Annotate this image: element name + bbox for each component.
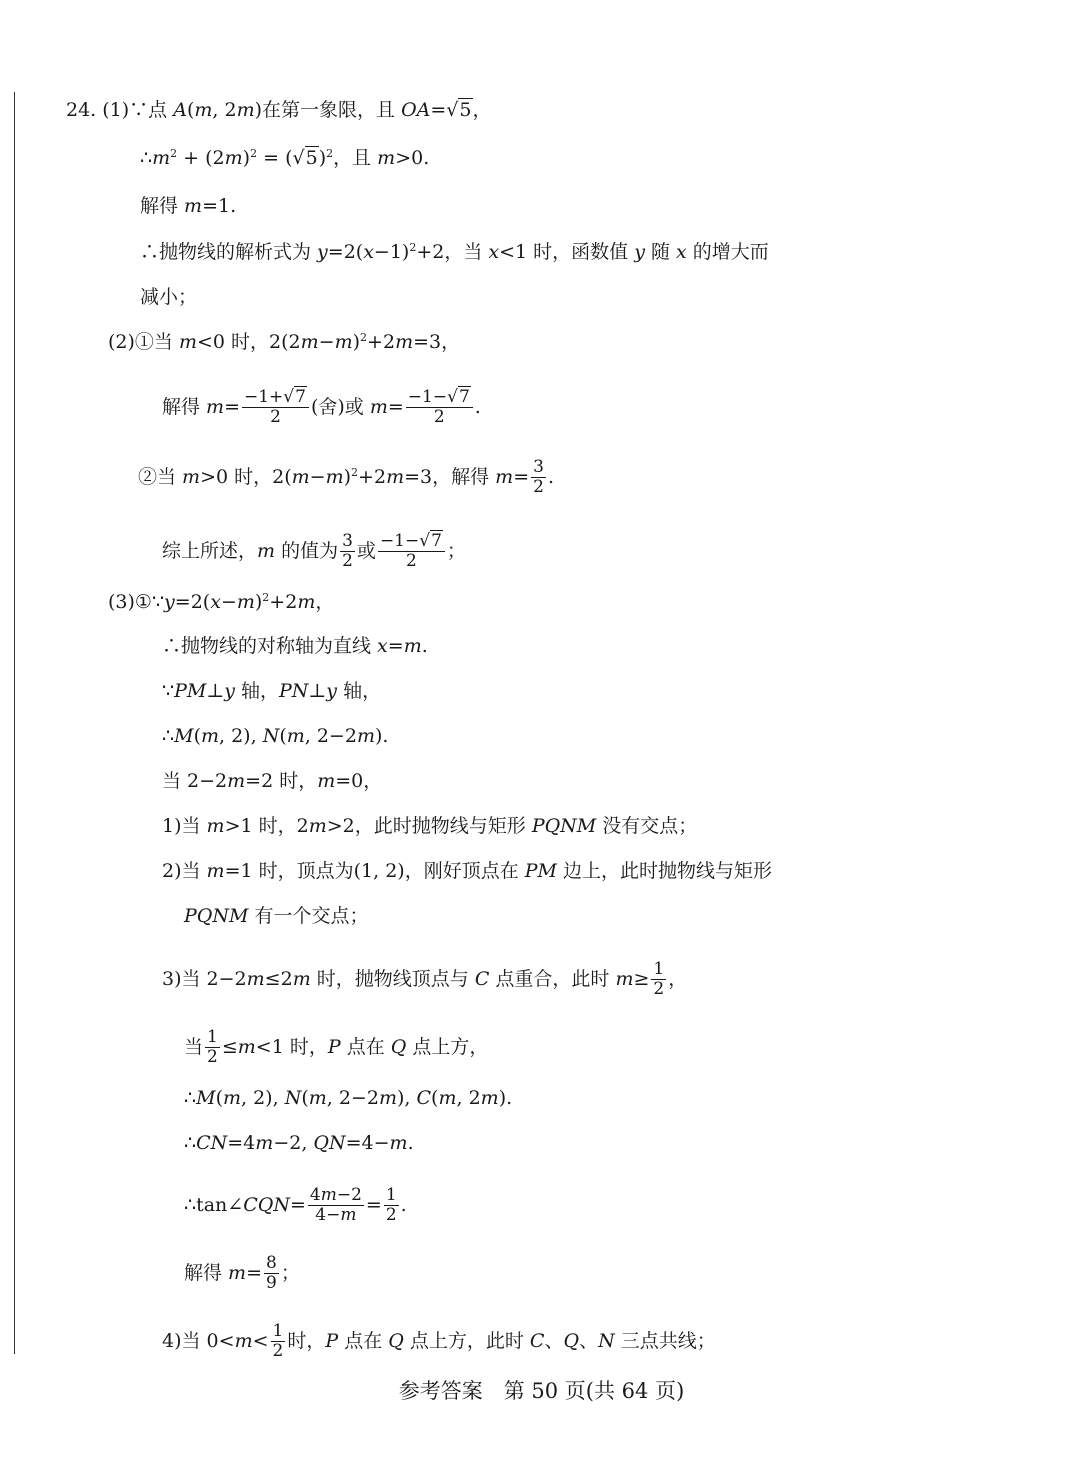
line-21 (184, 1131, 414, 1155)
math-line-4: ∴抛物线的解析式为 $y=2(x-1)^2+2$，当 x<1 时，函数值 y 随 x 的增大而 (140, 241, 769, 263)
math-line-11: ∴抛物线的对称轴为直线 x=m. (162, 635, 428, 657)
math-line-19: 当 $\frac{1}{2}$ ≤m<1 时，P 点在 Q 点上方， (184, 1027, 489, 1067)
math-line-9: 综上所述，m 的值为 $\frac{3}{2}$ 或 $\frac{-1-√7}{2}$ ； (162, 531, 466, 571)
line-23 (184, 1254, 300, 1293)
math-line-8: ②当 m>0 时，$2(m-m)^2+2m=3$，解得 m= $\frac{3}{2}$ . (138, 457, 554, 497)
line-17 (184, 904, 369, 928)
math-line-17: PQNM 有一个交点； (184, 905, 369, 927)
math-line-13: ∴M(m, 2), N(m, 2−2m). (162, 725, 389, 747)
math-line-1: 24. (1)∵点 A(m, 2m)在第一象限，且 OA=√5， (66, 99, 492, 121)
line-10 (108, 590, 334, 614)
line-3 (140, 194, 236, 218)
left-margin-rule (14, 92, 15, 1354)
math-line-20: ∴M(m, 2), N(m, 2−2m), C(m, 2m). (184, 1087, 513, 1109)
line-16 (162, 859, 772, 883)
line-8 (138, 458, 554, 497)
line-5: 减小； (140, 286, 198, 308)
line-11 (162, 634, 428, 658)
line-13 (162, 724, 388, 748)
line-22 (184, 1186, 407, 1225)
line-4 (140, 240, 769, 264)
math-line-6: (2)①当 m<0 时，$2(2m-m)^2+2m=3$， (108, 331, 461, 353)
line-12 (162, 679, 381, 703)
math-line-12: ∵PM⊥y 轴，PN⊥y 轴， (162, 680, 382, 702)
line-15 (162, 814, 697, 838)
line-14 (162, 769, 382, 793)
math-line-14: 当 2−2m=2 时，m=0， (162, 770, 383, 792)
line-2 (140, 146, 429, 170)
page-footer: 参考答案 第 50 页(共 64 页) (398, 1379, 685, 1403)
line-6 (108, 330, 460, 354)
math-line-23: 解得 m= $\frac{8}{9}$ ； (184, 1253, 300, 1293)
math-line-24: 4)当 0<m< $\frac{1}{2}$ 时，P 点在 Q 点上方，此时 C、Q、N 三点共线； (162, 1321, 716, 1361)
math-line-7: 解得 m= $\frac{-1+√7}{2}$ (舍)或 m= $\frac{-1-√7}{2}$ . (162, 387, 481, 427)
line-1 (66, 98, 492, 122)
line-9 (162, 532, 466, 571)
line-19 (184, 1028, 488, 1067)
line-7 (162, 388, 481, 427)
line-24 (162, 1322, 716, 1361)
math-line-16: 2)当 m=1 时，顶点为(1, 2)，刚好顶点在 PM 边上，此时抛物线与矩形 (162, 860, 773, 882)
math-line-2: $\therefore m^2 + (2m)^2 = (√5)^2$，且 m>0. (140, 147, 430, 169)
math-line-22: ∴tan∠CQN= $\frac{4m-2}{4-m}$ = $\frac{1}{2}$ . (184, 1185, 407, 1225)
line-20 (184, 1086, 512, 1110)
math-line-10: $(3)①\because y=2(x-m)^2+2m$， (108, 591, 335, 613)
math-line-3: 解得 m=1. (140, 195, 237, 217)
math-line-21: ∴CN=4m−2, QN=4−m. (184, 1132, 414, 1154)
line-18 (162, 960, 687, 999)
math-line-18: 3)当 2−2m≤2m 时，抛物线顶点与 C 点重合，此时 m≥ $\frac{1}{2}$ ， (162, 959, 688, 999)
math-line-15: 1)当 m>1 时，2m>2，此时抛物线与矩形 PQNM 没有交点； (162, 815, 698, 837)
